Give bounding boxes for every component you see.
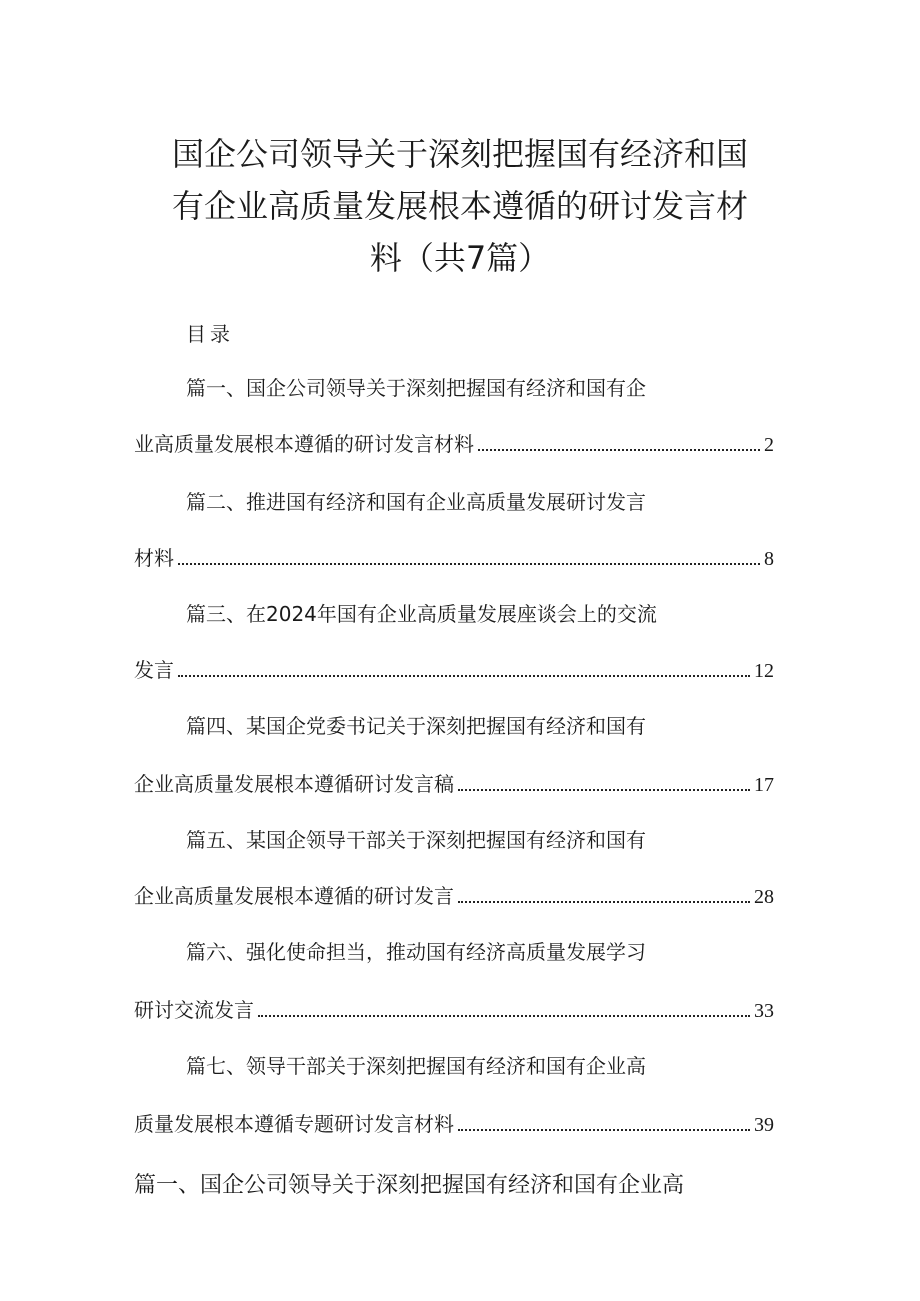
toc-entry-6-line-1[interactable]: 篇六、强化使命担当，推动国有经济高质量发展学习 — [186, 940, 646, 964]
toc-entry-5-line-1[interactable]: 篇五、某国企领导干部关于深刻把握国有经济和国有 — [186, 828, 646, 852]
toc-entry-6-line-2[interactable] — [134, 994, 774, 1023]
toc-entry-2-line-2[interactable] — [134, 542, 774, 571]
toc-entry-text: 研讨交流发言 — [134, 998, 254, 1022]
toc-entry-text: 企业高质量发展根本遵循研讨发言稿 — [134, 772, 454, 796]
document-title — [150, 128, 770, 284]
title-line-3: 料（共7篇） — [369, 239, 551, 277]
dot-leader — [458, 789, 750, 791]
title-line-2: 有企业高质量发展根本遵循的研讨发言材 — [171, 187, 748, 225]
toc-entry-1-line-1[interactable]: 篇一、国企公司领导关于深刻把握国有经济和国有企 — [186, 376, 646, 400]
toc-entry-text: 企业高质量发展根本遵循的研讨发言 — [134, 884, 454, 908]
dot-leader — [178, 675, 750, 677]
toc-page-number: 33 — [754, 1000, 774, 1022]
dot-leader — [258, 1015, 750, 1017]
toc-entry-text: 材料 — [134, 546, 174, 570]
toc-entry-7-line-2[interactable] — [134, 1108, 774, 1137]
toc-page-number: 39 — [754, 1114, 774, 1136]
dot-leader — [458, 1129, 750, 1131]
toc-entry-4-line-1[interactable]: 篇四、某国企党委书记关于深刻把握国有经济和国有 — [186, 714, 646, 738]
toc-label: 目录 — [186, 322, 234, 346]
dot-leader — [478, 449, 760, 451]
toc-entry-5-line-2[interactable] — [134, 880, 774, 909]
toc-entry-3-line-2[interactable] — [134, 654, 774, 683]
toc-entry-4-line-2[interactable] — [134, 768, 774, 797]
toc-page-number: 12 — [754, 660, 774, 682]
dot-leader — [178, 563, 760, 565]
toc-entry-3-line-1[interactable]: 篇三、在2024年国有企业高质量发展座谈会上的交流 — [186, 602, 657, 626]
toc-page-number: 8 — [764, 548, 774, 570]
toc-entry-text: 质量发展根本遵循专题研讨发言材料 — [134, 1112, 454, 1136]
toc-entry-text: 发言 — [134, 658, 174, 682]
toc-entry-text: 业高质量发展根本遵循的研讨发言材料 — [134, 432, 474, 456]
section-heading: 篇一、国企公司领导关于深刻把握国有经济和国有企业高 — [134, 1173, 685, 1198]
toc-entry-1-line-2[interactable] — [134, 428, 774, 457]
toc-page-number: 28 — [754, 886, 774, 908]
toc-entry-7-line-1[interactable]: 篇七、领导干部关于深刻把握国有经济和国有企业高 — [186, 1054, 646, 1078]
dot-leader — [458, 901, 750, 903]
title-line-1: 国企公司领导关于深刻把握国有经济和国 — [171, 135, 748, 173]
toc-page-number: 17 — [754, 774, 774, 796]
toc-page-number: 2 — [764, 434, 774, 456]
toc-entry-2-line-1[interactable]: 篇二、推进国有经济和国有企业高质量发展研讨发言 — [186, 490, 646, 514]
